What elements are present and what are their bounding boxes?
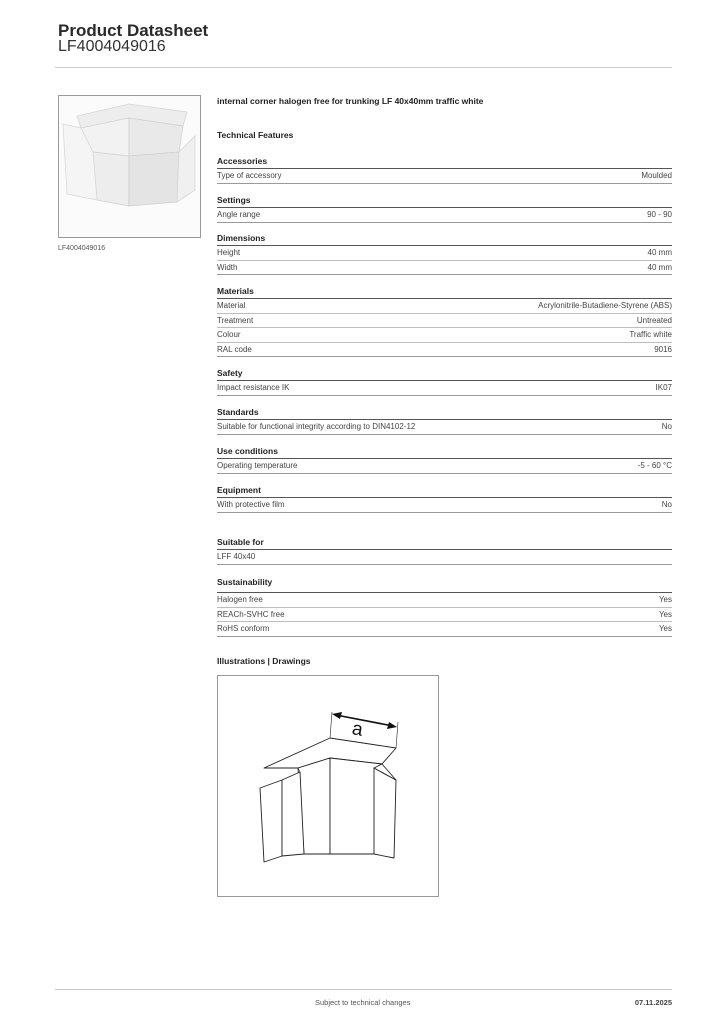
spec-label: Halogen free bbox=[217, 595, 263, 605]
spec-value: Moulded bbox=[641, 171, 672, 181]
spec-label: Colour bbox=[217, 330, 241, 340]
product-photo bbox=[58, 95, 201, 238]
spec-row bbox=[217, 261, 672, 276]
product-photo-image bbox=[59, 96, 200, 237]
spec-value: No bbox=[661, 500, 672, 510]
technical-drawing bbox=[217, 675, 439, 897]
section-title-standards: Standards bbox=[217, 407, 259, 417]
spec-value: 90 - 90 bbox=[647, 210, 672, 220]
section-settings bbox=[217, 207, 672, 223]
spec-row bbox=[217, 608, 672, 623]
dimension-label: a bbox=[350, 718, 365, 741]
spec-value: Untreated bbox=[636, 315, 672, 325]
section-title-suitable-for: Suitable for bbox=[217, 537, 264, 547]
spec-row bbox=[217, 593, 672, 608]
illustrations-heading: Illustrations | Drawings bbox=[217, 656, 311, 666]
spec-value: 9016 bbox=[654, 344, 672, 354]
section-equipment bbox=[217, 497, 672, 513]
section-dimensions bbox=[217, 245, 672, 275]
section-title-sustainability: Sustainability bbox=[217, 577, 273, 587]
spec-value: No bbox=[661, 422, 672, 432]
spec-label: Type of accessory bbox=[217, 171, 282, 181]
spec-row bbox=[217, 169, 672, 184]
section-suitable-for bbox=[217, 549, 672, 565]
spec-value: 40 mm bbox=[647, 262, 672, 272]
spec-row bbox=[217, 420, 672, 435]
spec-label: Angle range bbox=[217, 210, 261, 220]
section-title-accessories: Accessories bbox=[217, 156, 268, 166]
spec-row bbox=[217, 459, 672, 474]
spec-label: Impact resistance IK bbox=[217, 383, 290, 393]
spec-label: Operating temperature bbox=[217, 461, 298, 471]
section-title-settings: Settings bbox=[217, 195, 251, 205]
spec-row bbox=[217, 314, 672, 329]
spec-value: -5 - 60 °C bbox=[637, 461, 672, 471]
spec-row bbox=[217, 343, 672, 358]
footer-note: Subject to technical changes bbox=[315, 998, 411, 1007]
section-sustainability bbox=[217, 592, 672, 637]
spec-row bbox=[217, 328, 672, 343]
spec-row bbox=[217, 622, 672, 637]
spec-value: Traffic white bbox=[629, 330, 672, 340]
spec-value: Yes bbox=[658, 624, 672, 634]
product-code: LF4004049016 bbox=[58, 38, 166, 55]
page-title: Product Datasheet bbox=[58, 21, 209, 40]
section-title-dimensions: Dimensions bbox=[217, 233, 266, 243]
section-use-conditions bbox=[217, 458, 672, 474]
footer-date: 07.11.2025 bbox=[634, 998, 672, 1007]
spec-row bbox=[217, 208, 672, 223]
header-divider bbox=[55, 67, 672, 68]
section-accessories bbox=[217, 168, 672, 184]
photo-caption: LF4004049016 bbox=[58, 245, 106, 252]
spec-value: 40 mm bbox=[647, 248, 672, 258]
technical-features-heading: Technical Features bbox=[217, 130, 294, 140]
spec-label: LFF 40x40 bbox=[217, 552, 256, 562]
section-title-materials: Materials bbox=[217, 286, 254, 296]
section-safety bbox=[217, 380, 672, 396]
section-title-equipment: Equipment bbox=[217, 485, 261, 495]
spec-label: Treatment bbox=[217, 315, 254, 325]
section-materials bbox=[217, 298, 672, 357]
spec-value: Yes bbox=[658, 609, 672, 619]
spec-value: IK07 bbox=[655, 383, 672, 393]
spec-label: With protective film bbox=[217, 500, 285, 510]
section-title-safety: Safety bbox=[217, 368, 243, 378]
footer-divider bbox=[55, 989, 672, 990]
spec-label: Material bbox=[217, 301, 246, 311]
corner-drawing bbox=[218, 676, 438, 896]
product-description: internal corner halogen free for trunking LF 40x40mm traffic white bbox=[217, 96, 484, 106]
spec-row bbox=[217, 498, 672, 513]
section-title-use-conditions: Use conditions bbox=[217, 446, 278, 456]
spec-row bbox=[217, 550, 672, 565]
spec-value: Acrylonitrile-Butadiene-Styrene (ABS) bbox=[538, 301, 672, 311]
spec-value: Yes bbox=[658, 595, 672, 605]
spec-row bbox=[217, 299, 672, 314]
spec-label: REACh-SVHC free bbox=[217, 609, 285, 619]
section-standards bbox=[217, 419, 672, 435]
spec-label: RoHS conform bbox=[217, 624, 270, 634]
spec-label: Width bbox=[217, 262, 238, 272]
spec-label: RAL code bbox=[217, 344, 252, 354]
spec-row bbox=[217, 381, 672, 396]
spec-label: Suitable for functional integrity according to DIN4102-12 bbox=[217, 422, 416, 432]
spec-label: Height bbox=[217, 248, 241, 258]
spec-row bbox=[217, 246, 672, 261]
